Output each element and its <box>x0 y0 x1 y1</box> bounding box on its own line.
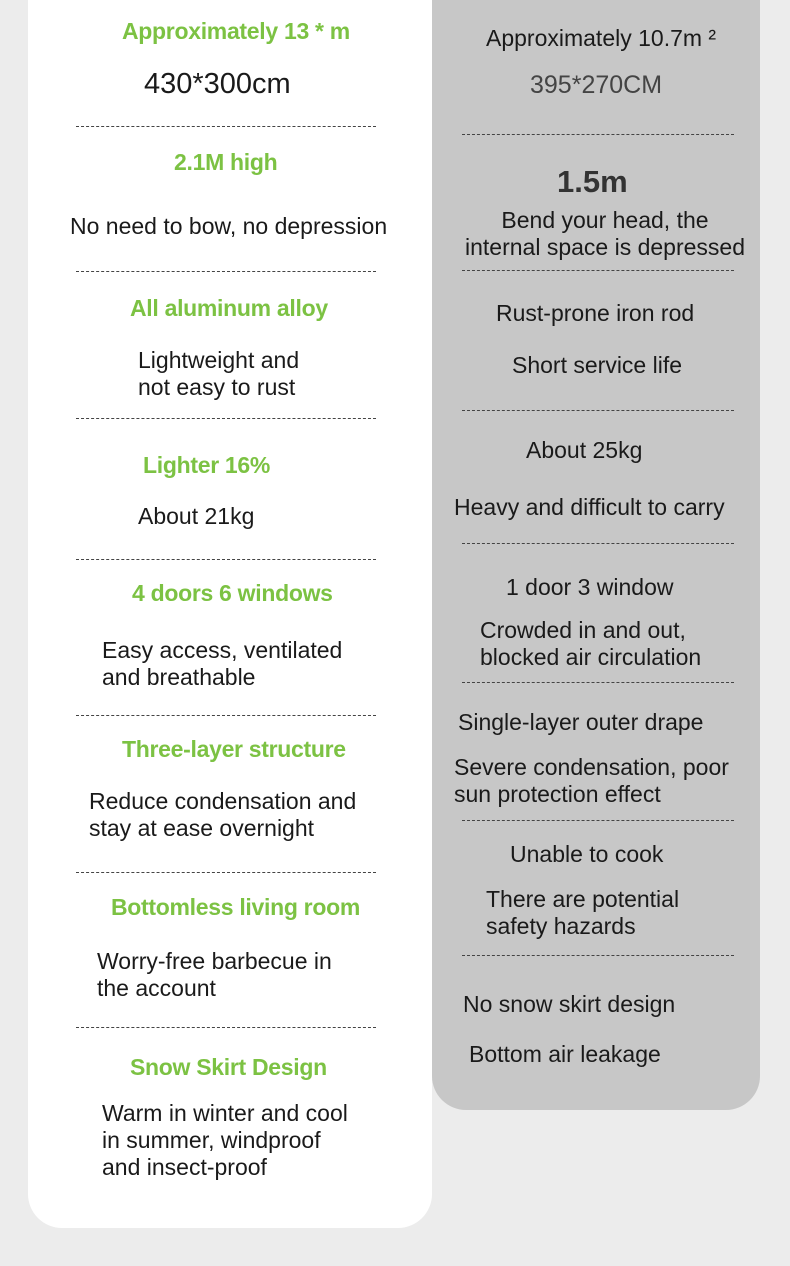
left-doors-detail: Easy access, ventilated and breathable <box>102 637 343 690</box>
right-material-detail: Short service life <box>512 352 683 378</box>
left-material-title: All aluminum alloy <box>130 295 328 321</box>
right-divider <box>462 410 734 411</box>
right-divider <box>462 134 734 135</box>
right-divider <box>462 543 734 544</box>
right-skirt-detail: Bottom air leakage <box>469 1041 661 1067</box>
right-area-detail: 395*270CM <box>530 71 663 99</box>
left-divider <box>76 271 376 272</box>
right-weight-title: About 25kg <box>526 437 643 463</box>
left-comparison-card <box>28 0 432 1228</box>
left-structure-detail: Reduce condensation and stay at ease overnight <box>89 788 357 841</box>
right-weight-detail: Heavy and difficult to carry <box>454 494 725 520</box>
left-doors-title: 4 doors 6 windows <box>132 580 333 606</box>
right-doors-detail: Crowded in and out, blocked air circulation <box>480 617 702 670</box>
left-divider <box>76 872 376 873</box>
right-divider <box>462 820 734 821</box>
left-weight-title: Lighter 16% <box>143 452 271 478</box>
left-living-room-detail: Worry-free barbecue in the account <box>97 948 332 1001</box>
left-height-title: 2.1M high <box>174 149 278 175</box>
right-area-title: Approximately 10.7m ² <box>486 25 717 51</box>
left-height-detail: No need to bow, no depression <box>70 213 388 239</box>
right-divider <box>462 682 734 683</box>
right-material-title: Rust-prone iron rod <box>496 300 695 326</box>
right-height-detail: Bend your head, the internal space is depressed <box>465 207 745 260</box>
right-living-room-title: Unable to cook <box>510 841 664 867</box>
left-area-title: Approximately 13 * m <box>122 18 350 44</box>
left-area-detail: 430*300cm <box>144 68 291 100</box>
right-skirt-title: No snow skirt design <box>463 991 676 1017</box>
left-divider <box>76 1027 376 1028</box>
right-divider <box>462 270 734 271</box>
left-divider <box>76 715 376 716</box>
left-living-room-title: Bottomless living room <box>111 894 360 920</box>
left-divider <box>76 559 376 560</box>
left-structure-title: Three-layer structure <box>122 736 346 762</box>
right-structure-detail: Severe condensation, poor sun protection effect <box>454 754 729 807</box>
right-doors-title: 1 door 3 window <box>506 574 674 600</box>
left-divider <box>76 126 376 127</box>
left-skirt-detail: Warm in winter and cool in summer, windproof and insect-proof <box>102 1100 348 1180</box>
left-material-detail: Lightweight and not easy to rust <box>138 347 300 400</box>
left-weight-detail: About 21kg <box>138 503 255 529</box>
right-height-title: 1.5m <box>557 164 628 199</box>
right-divider <box>462 955 734 956</box>
left-divider <box>76 418 376 419</box>
right-living-room-detail: There are potential safety hazards <box>486 886 680 939</box>
left-skirt-title: Snow Skirt Design <box>130 1054 327 1080</box>
right-structure-title: Single-layer outer drape <box>458 709 704 735</box>
